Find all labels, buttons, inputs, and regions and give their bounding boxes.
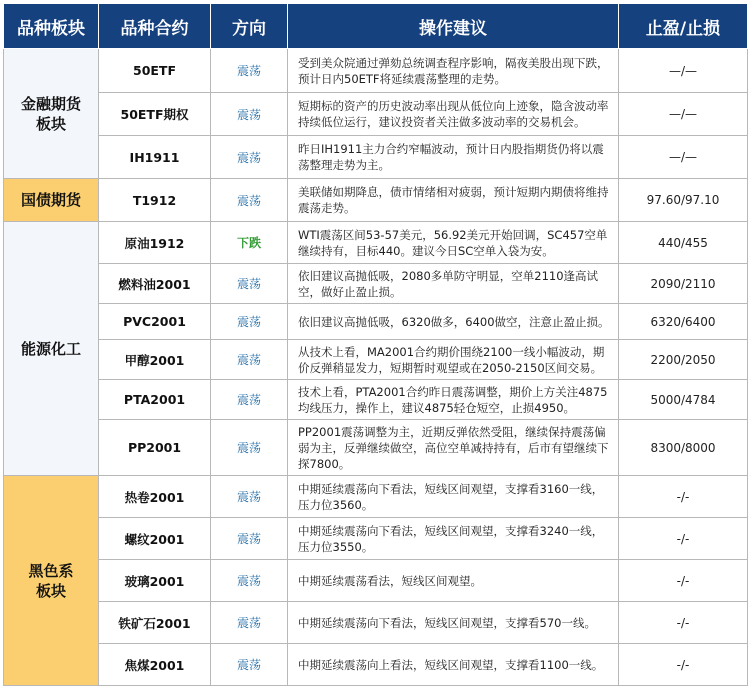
contract-cell: IH1911 [99, 136, 211, 179]
sector-label: 金融期货 板块 [20, 94, 81, 133]
advice-cell: WTI震荡区间53-57美元，56.92美元开始回调，SC457空单继续持有，目标440。建议今日SC空单入袋为安。 [288, 222, 619, 264]
stoploss-cell: 6320/6400 [619, 304, 748, 340]
stoploss-cell: 5000/4784 [619, 380, 748, 420]
advice-cell: 中期延续震荡向下看法，短线区间观望，支撑看570一线。 [288, 602, 619, 644]
stoploss-cell: -/- [619, 476, 748, 518]
advice-cell: 中期延续震荡向上看法，短线区间观望，支撑看1100一线。 [288, 644, 619, 686]
advice-cell: 受到美众院通过弹劾总统调查程序影响，隔夜美股出现下跌，预计日内50ETF将延续震荡整理的走势。 [288, 49, 619, 93]
direction-cell: 震荡 [211, 179, 288, 222]
contract-cell: PP2001 [99, 420, 211, 476]
table-header-row [4, 4, 748, 49]
table-row [4, 179, 748, 222]
contract-cell: PTA2001 [99, 380, 211, 420]
table-row [4, 93, 748, 136]
table-row [4, 644, 748, 686]
table-row [4, 380, 748, 420]
table-row [4, 340, 748, 380]
stoploss-cell: —/— [619, 136, 748, 179]
table-row [4, 560, 748, 602]
direction-cell: 震荡 [211, 264, 288, 304]
table-row [4, 222, 748, 264]
advice-cell: 中期延续震荡看法，短线区间观望。 [288, 560, 619, 602]
sector-cell-energy [4, 222, 99, 476]
stoploss-cell: 440/455 [619, 222, 748, 264]
table-row [4, 304, 748, 340]
direction-cell: 震荡 [211, 518, 288, 560]
direction-cell: 震荡 [211, 602, 288, 644]
advice-cell: 美联储如期降息，债市情绪相对疲弱，预计短期内期债将维持震荡走势。 [288, 179, 619, 222]
direction-cell: 震荡 [211, 304, 288, 340]
contract-cell: 焦煤2001 [99, 644, 211, 686]
contract-cell: 50ETF [99, 49, 211, 93]
header-sector: 品种板块 [4, 4, 99, 49]
direction-cell: 震荡 [211, 49, 288, 93]
stoploss-cell: —/— [619, 93, 748, 136]
header-advice: 操作建议 [288, 4, 619, 49]
stoploss-cell: 97.60/97.10 [619, 179, 748, 222]
stoploss-cell: -/- [619, 560, 748, 602]
sector-cell-bond [4, 179, 99, 222]
stoploss-cell: -/- [619, 644, 748, 686]
direction-cell: 震荡 [211, 340, 288, 380]
sector-label: 国债期货 [20, 191, 81, 209]
stoploss-cell: -/- [619, 602, 748, 644]
direction-cell: 震荡 [211, 380, 288, 420]
contract-cell: 原油1912 [99, 222, 211, 264]
advice-cell: 昨日IH1911主力合约窄幅波动，预计日内股指期货仍将以震荡整理走势为主。 [288, 136, 619, 179]
table-row [4, 602, 748, 644]
contract-cell: PVC2001 [99, 304, 211, 340]
contract-cell: 热卷2001 [99, 476, 211, 518]
direction-cell: 震荡 [211, 644, 288, 686]
sector-label: 能源化工 [20, 339, 81, 358]
contract-cell: 甲醇2001 [99, 340, 211, 380]
header-contract: 品种合约 [99, 4, 211, 49]
direction-cell: 下跌 [211, 222, 288, 264]
contract-cell: 螺纹2001 [99, 518, 211, 560]
stoploss-cell: -/- [619, 518, 748, 560]
direction-cell: 震荡 [211, 136, 288, 179]
stoploss-cell: 8300/8000 [619, 420, 748, 476]
contract-cell: 50ETF期权 [99, 93, 211, 136]
table-row [4, 518, 748, 560]
advice-cell: 短期标的资产的历史波动率出现从低位向上迹象，隐含波动率持续低位运行，建议投资者关注做多波动率的交易机会。 [288, 93, 619, 136]
direction-cell: 震荡 [211, 93, 288, 136]
sector-label: 黑色系 板块 [28, 561, 74, 600]
contract-cell: 铁矿石2001 [99, 602, 211, 644]
header-direction: 方向 [211, 4, 288, 49]
direction-cell: 震荡 [211, 420, 288, 476]
table-row [4, 420, 748, 476]
strategy-table [3, 3, 748, 686]
advice-cell: 从技术上看，MA2001合约期价围绕2100一线小幅波动，期价反弹稍显发力，短期暂时观望或在2050-2150区间交易。 [288, 340, 619, 380]
contract-cell: 玻璃2001 [99, 560, 211, 602]
sector-cell-finance [4, 49, 99, 179]
advice-cell: 中期延续震荡向下看法，短线区间观望，支撑看3160一线，压力位3560。 [288, 476, 619, 518]
direction-cell: 震荡 [211, 476, 288, 518]
table-row [4, 136, 748, 179]
table-row [4, 476, 748, 518]
sector-cell-ferrous [4, 476, 99, 686]
table-row [4, 264, 748, 304]
advice-cell: 依旧建议高抛低吸，6320做多，6400做空，注意止盈止损。 [288, 304, 619, 340]
direction-cell: 震荡 [211, 560, 288, 602]
header-stoploss: 止盈/止损 [619, 4, 748, 49]
contract-cell: T1912 [99, 179, 211, 222]
stoploss-cell: 2200/2050 [619, 340, 748, 380]
table-row [4, 49, 748, 93]
advice-cell: 技术上看，PTA2001合约昨日震荡调整，期价上方关注4875均线压力，操作上，建议4875轻仓短空，止损4950。 [288, 380, 619, 420]
stoploss-cell: 2090/2110 [619, 264, 748, 304]
contract-cell: 燃料油2001 [99, 264, 211, 304]
stoploss-cell: —/— [619, 49, 748, 93]
advice-cell: PP2001震荡调整为主，近期反弹依然受阻，继续保持震荡偏弱为主，反弹继续做空，高位空单减持持有，后市有望继续下探7800。 [288, 420, 619, 476]
advice-cell: 依旧建议高抛低吸，2080多单防守明显，空单2110逢高试空，做好止盈止损。 [288, 264, 619, 304]
advice-cell: 中期延续震荡向下看法，短线区间观望，支撑看3240一线，压力位3550。 [288, 518, 619, 560]
